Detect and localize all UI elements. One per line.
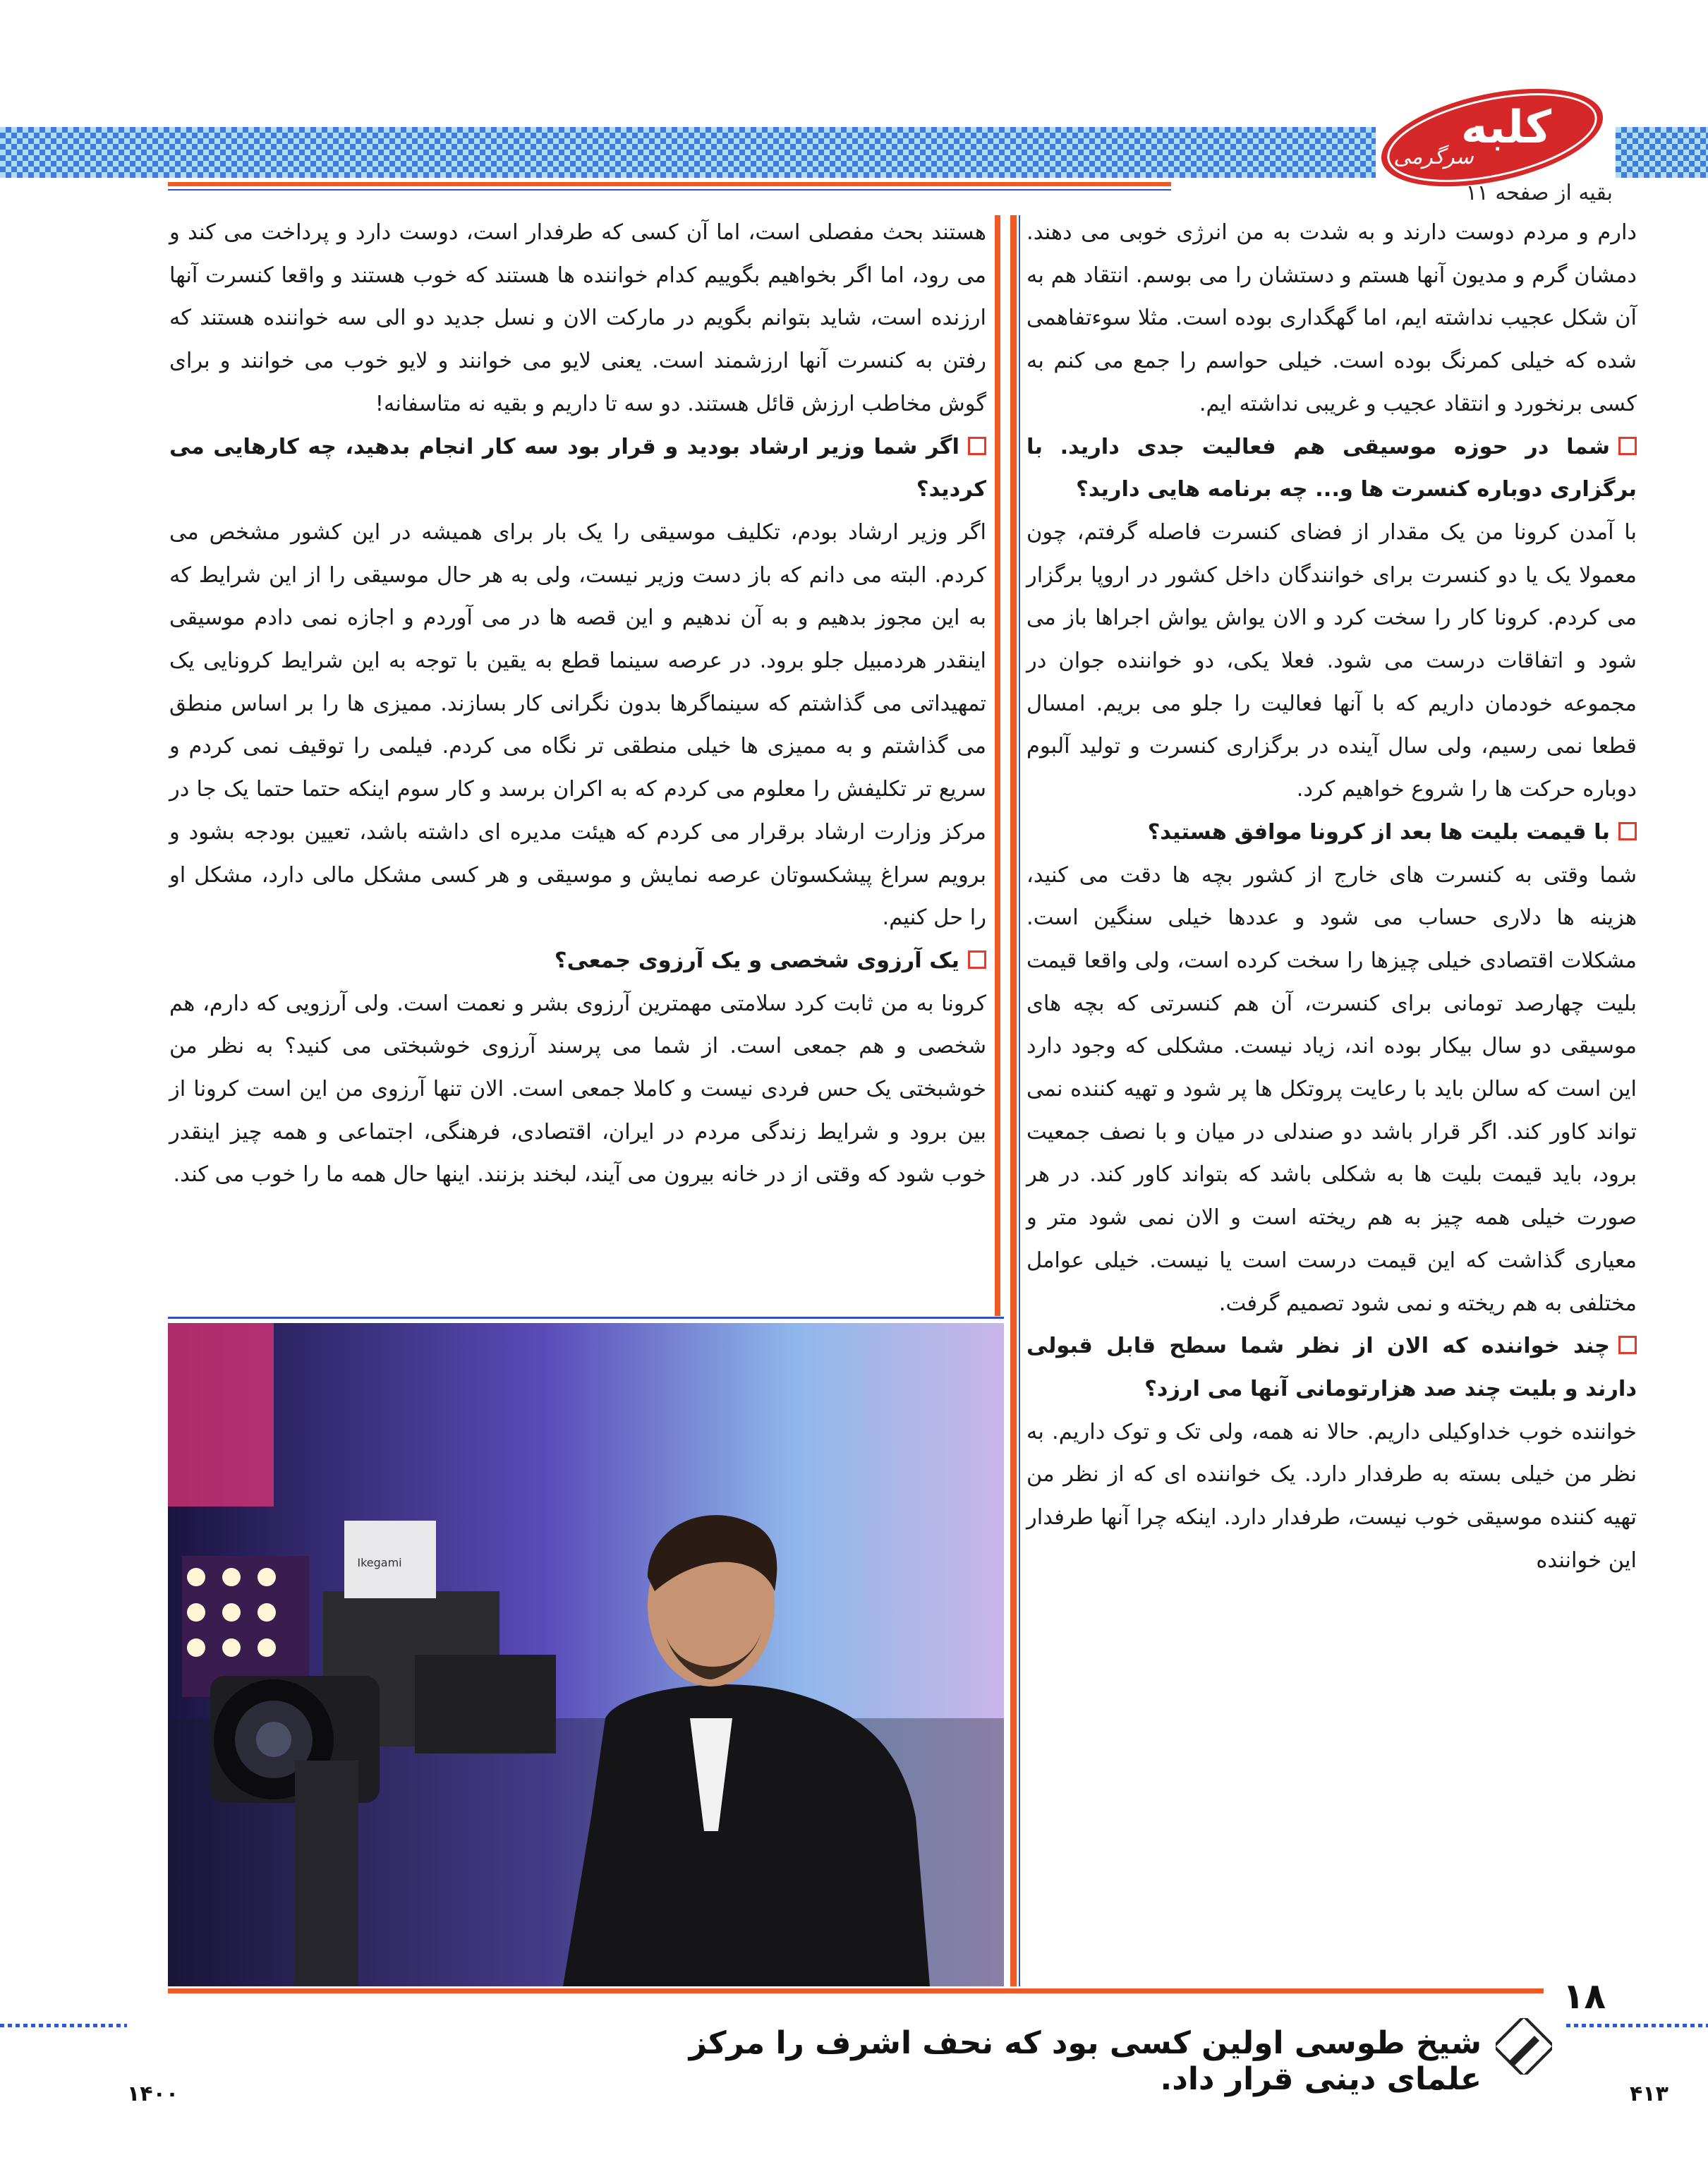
left-col-divider [995,215,1000,1316]
interview-question: شما در حوزه موسیقی هم فعالیت جدی دارید. با برگزاری دوباره کنسرت ها و... چه برنامه هایی دارید؟ [1026,426,1637,512]
brand-logo [1376,78,1609,198]
header-pattern-left [0,127,1376,178]
footer-dots-left [0,2024,127,2027]
interview-answer: اگر وزیر ارشاد بودم، تکلیف موسیقی را یک بار برای همیشه در این کشور مشخص می کردم. البته می دانم که باز دست وزیر نیست، ولی به هر حال موسیقی را از این شرایط که به این مجوز بدهیم و به آن ندهیم و این قصه ها در می آوردم و اجازه نمی دادم موسیقی اینقدر هردمبیل جلو برود. در عرصه سینما قطع به یقین با توجه به این شرایط کرونایی یک تمهیداتی می گذاشتم که سینماگرها بدون نگرانی کار بسازند. ممیزی ها را بر اساس منطق می گذاشتم و به ممیزی ها خیلی منطقی تر نگاه می کردم. فیلمی را توقیف نمی کردم و سریع تر تکلیفش را معلوم می کردم که به اکران برسد و کار سوم اینکه حتما حتما یک جا در مرکز وزارت ارشاد برقرار می کردم که هیئت مدیره ای داشته باشد، تعیین بودجه بشود و برویم سراغ پیشکسوتان عرصه نمایش و موسیقی و هر کسی مشکل مالی دارد، مشکل او را حل کنیم. [169,519,986,931]
interview-question: چند خواننده که الان از نظر شما سطح قابل قبولی دارند و بلیت چند صد هزارتومانی آنها می ارزد؟ [1026,1325,1637,1411]
column-divider [1010,215,1017,1986]
interview-answer: خواننده خوب خداوکیلی داریم. حالا نه همه، ولی تک و توک داریم. به نظر من خیلی بسته به طرفدار دارد. یک خواننده ای که از نظر من تهیه کننده موسیقی خوب نیست، طرفدار دارد. اینکه چرا آنها طرفدار این خواننده [1026,1419,1637,1573]
interview-answer: دارم و مردم دوست دارند و به شدت به من انرژی خوبی می دهند. دمشان گرم و مدیون آنها هستم و دستشان را می بوسم. انتقاد هم به آن شکل عجیب نداشته ایم، اما گهگداری بوده است. مثلا سوءتفاهمی شده که خیلی کمرنگ بوده است. خیلی حواسم را جمع می کنم به کسی برنخورد و انتقاد عجیب و غریبی نداشته ایم. [1026,220,1637,416]
interview-question: اگر شما وزیر ارشاد بودید و قرار بود سه کار انجام بدهید، چه کارهایی می کردید؟ [169,426,986,512]
article-right-column [1026,212,1637,1583]
footer-fact: شیخ طوسی اولین کسی بود که نحف اشرف را مرکز علمای دینی قرار داد. [689,2025,1482,2097]
article-left-column [169,212,986,1197]
pen-icon [1496,2018,1552,2075]
continued-label: بقیه از صفحه ۱۱ [1465,181,1613,205]
footer-dots-right [1566,2024,1708,2027]
header-pattern-right [1616,127,1708,178]
interview-question: یک آرزوی شخصی و یک آرزوی جمعی؟ [169,940,986,983]
interview-answer: کرونا به من ثابت کرد سلامتی مهمترین آرزوی بشر و نعمت است. ولی آرزویی که دارم، هم شخصی و هم جمعی است. از شما می پرسند آرزوی خوشبختی می کنید؟ به نظر من خوشبختی یک حس فردی نیست و کاملا جمعی است. الان تنها آرزوی من این است کرونا از بین برود و شرایط زندگی مردم در ایران، اقتصادی، فرهنگی، اجتماعی و همه چیز اینقدر خوب شود که وقتی از در خانه بیرون می آیند، لبخند بزنند. اینها حال همه ما را خوب می کند. [169,991,986,1188]
column-divider-blue [1019,215,1020,1986]
photo-top-line [168,1317,1004,1319]
interview-photo [168,1323,1004,1986]
header-blue-line [168,189,1171,191]
year-label: ۱۴۰۰ [127,2082,179,2106]
brand-main: کلبه [1460,102,1552,154]
footer-orange-line [168,1988,1544,1993]
interview-answer: شما وقتی به کنسرت های خارج از کشور بچه ها دقت می کنید، هزینه ها دلاری حساب می شود و عددها خیلی سنگین است. مشکلات اقتصادی خیلی چیزها را سخت کرده است، ولی واقعا قیمت بلیت چهارصد تومانی برای کنسرت، آن هم کنسرتی که بچه های موسیقی دو سال بیکار بوده اند، زیاد نیست. مشکلی که وجود دارد این است که سالن باید با رعایت پروتکل ها پر شود و تهیه کننده نمی تواند کاور کند. اگر قرار باشد دو صندلی در میان و با نصف جمعیت برود، باید قیمت بلیت ها به شکلی باشد که بتواند کاور کند. در هر صورت خیلی همه چیز به هم ریخته است و الان نمی شود متر و معیاری گذاشت که این قیمت درست است یا نیست. خیلی عوامل مختلفی به هم ریخته و نمی شود تصمیم گرفت. [1026,862,1637,1316]
header-orange-line [168,182,1171,186]
interview-answer: با آمدن کرونا من یک مقدار از فضای کنسرت فاصله گرفتم، چون معمولا یک یا دو کنسرت برای خوانندگان داخل کشور در اروپا برگزار می کردم. کرونا کار را سخت کرد و الان یواش یواش اجراها باز می شود و اتفاقات درست می شود. فعلا یکی، دو خواننده جوان در مجموعه خودمان داریم که با آنها فعالیت را جلو می بریم. امسال قطعا نمی رسیم، ولی سال آینده در برگزاری کنسرت و تولید آلبوم دوباره حرکت ها را شروع خواهیم کرد. [1026,519,1637,802]
camera-brand-label: Ikegami [357,1556,402,1569]
brand-sub: سرگرمی [1393,145,1474,169]
interview-question: با قیمت بلیت ها بعد از کرونا موافق هستید؟ [1026,811,1637,855]
interview-answer: هستند بحث مفصلی است، اما آن کسی که طرفدار است، دوست دارد و پرداخت می کند و می رود، اما اگر بخواهیم بگوییم کدام خواننده ها هستند که خوب هستند و واقعا کنسرت آنها ارزنده است، شاید بتوانم بگویم در مارکت الان و نسل جدید دو الی سه خواننده هستند که رفتن به کنسرت آنها ارزشمند است. یعنی لایو می خوانند و لایو خوب می خوانند و برای گوش مخاطب ارزش قائل هستند. دو سه تا داریم و بقیه نه متاسفانه! [169,220,986,416]
issue-number: ۴۱۳ [1630,2082,1668,2106]
page-number: ۱۸ [1563,1976,1606,2017]
